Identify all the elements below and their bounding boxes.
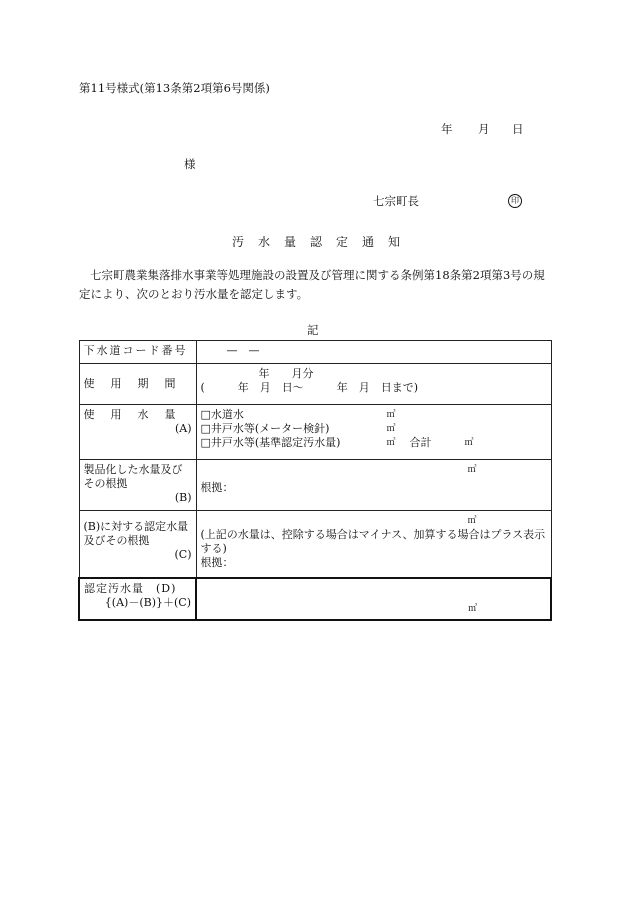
ki-label: 記 [307, 323, 319, 337]
well-standard-unit: ㎥ [386, 438, 396, 448]
certified-water-unit: ㎥ [467, 516, 477, 526]
sewer-code-value: — — [196, 341, 551, 364]
sewer-code-label: 下水道コード番号 [79, 341, 196, 364]
certification-table [78, 340, 552, 621]
total-unit: ㎥ [464, 438, 474, 448]
water-usage-sub: (A) [174, 422, 192, 435]
usage-period-label: 使用期間 [79, 364, 196, 405]
well-meter-unit: ㎥ [386, 424, 396, 434]
certified-sewage-unit: ㎥ [468, 604, 478, 614]
water-supply-unit: ㎥ [386, 410, 396, 420]
date-day: 日 [512, 122, 524, 136]
production-water-unit: ㎥ [467, 465, 477, 475]
table-row [79, 341, 551, 364]
form-number: 第11号様式(第13条第2項第6号関係) [79, 81, 270, 95]
table-row [79, 405, 551, 460]
table-row [79, 364, 551, 405]
well-standard-option[interactable]: □井戸水等(基準認定汚水量) [200, 436, 341, 449]
document-title: 汚水量認定通知 [232, 235, 415, 249]
certified-sewage-label: 認定汚水量 (D) [84, 582, 177, 595]
usage-period-range: ( 年 月 日～ 年 月 日まで) [200, 381, 419, 394]
issuer-name: 七宗町長 [373, 194, 419, 208]
table-row [79, 511, 551, 579]
certified-water-basis: 根拠： [200, 556, 234, 569]
addressee-suffix: 様 [184, 157, 196, 171]
certified-water-note: (上記の水量は、控除する場合はマイナス、加算する場合はプラス表示する) [200, 528, 546, 555]
date-year: 年 [441, 122, 453, 136]
usage-period-month: 年 月分 [258, 367, 314, 380]
certified-water-label: (B)に対する認定水量及びその根拠 [83, 520, 189, 547]
total-label: 合計 [409, 436, 432, 449]
body-text: 七宗町農業集落排水事業等処理施設の設置及び管理に関する条例第18条第2項第3号の規定により、次のとおり汚水量を認定します。 [79, 268, 545, 301]
seal-icon: 印 [508, 194, 522, 208]
well-meter-option[interactable]: □井戸水等(メーター検針) [200, 422, 330, 435]
date-month: 月 [478, 122, 490, 136]
table-row [79, 578, 551, 620]
table-row [79, 460, 551, 511]
certified-sewage-formula: {(A)－(B)}＋(C) [104, 596, 191, 609]
water-usage-label: 使用水量 [83, 408, 192, 421]
certified-water-sub: (C) [174, 548, 192, 561]
production-water-sub: (B) [174, 491, 192, 504]
production-water-label: 製品化した水量及びその根拠 [83, 463, 183, 490]
production-water-basis: 根拠： [200, 481, 234, 494]
water-supply-option[interactable]: □水道水 [200, 408, 244, 421]
